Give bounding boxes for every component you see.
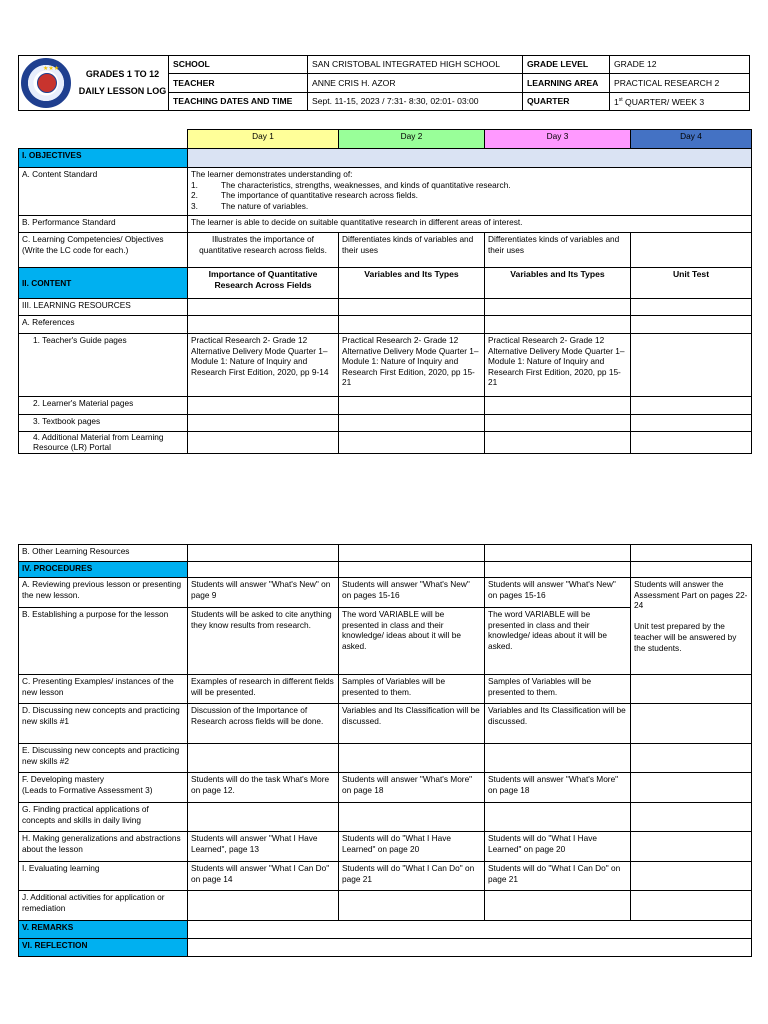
procedure-i-day2: Students will do "What I Can Do" on page 21 <box>339 862 485 891</box>
procedure-a-day3: Students will answer "What's New" on pages 15-16 <box>485 578 631 608</box>
procedure-g-day4 <box>631 803 752 832</box>
procedure-d-day3: Variables and Its Classification will be discussed. <box>485 704 631 744</box>
quarter-label: QUARTER <box>523 92 610 110</box>
procedure-label-e: E. Discussing new concepts and practicing new skills #2 <box>19 744 188 773</box>
procedure-j-day4 <box>631 891 752 921</box>
log-title-line1: GRADES 1 TO 12 <box>85 69 160 79</box>
lesson-log-table-page1 <box>18 129 752 454</box>
procedure-d-day1: Discussion of the Importance of Research across fields will be done. <box>188 704 339 744</box>
remarks-section: V. REMARKS <box>19 921 188 939</box>
procedure-label-b: B. Establishing a purpose for the lesson <box>19 608 188 675</box>
procedure-i-day4 <box>631 862 752 891</box>
procedure-b-day2: The word VARIABLE will be presented in class and their knowledge/ ideas about it will be asked. <box>339 608 485 675</box>
reflection-content <box>188 939 752 957</box>
performance-standard-text: The learner is able to decide on suitable quantitative research in different areas of interest. <box>188 216 752 233</box>
competencies-label: C. Learning Competencies/ Objectives (Write the LC code for each.) <box>19 233 188 268</box>
procedure-g-day1 <box>188 803 339 832</box>
content-standard-text: The learner demonstrates understanding of: 1. The characteristics, strengths, weaknesses, and kinds of quantitative research. 2. The importance of quantitative research across fields. 3. The nature of variables. <box>188 168 752 216</box>
objectives-section: I. OBJECTIVES <box>19 149 188 168</box>
day2-header: Day 2 <box>339 130 485 149</box>
log-title-line2: DAILY LESSON LOG <box>78 86 167 96</box>
dates-label: TEACHING DATES AND TIME <box>169 92 308 110</box>
competency-day3: Differentiates kinds of variables and their uses <box>485 233 631 268</box>
procedure-d-day4 <box>631 704 752 744</box>
procedure-d-day2: Variables and Its Classification will be discussed. <box>339 704 485 744</box>
teacher-label: TEACHER <box>169 74 308 92</box>
procedure-j-day3 <box>485 891 631 921</box>
procedure-label-d: D. Discussing new concepts and practicing new skills #1 <box>19 704 188 744</box>
other-resources-label: B. Other Learning Resources <box>19 545 188 562</box>
content-day2: Variables and Its Types <box>339 268 485 299</box>
objectives-section-fill <box>188 149 752 168</box>
procedure-label-j: J. Additional activities for application or remediation <box>19 891 188 921</box>
procedure-c-day3: Samples of Variables will be presented to them. <box>485 675 631 704</box>
learning-area-label: LEARNING AREA <box>523 74 610 92</box>
procedure-a-day2: Students will answer "What's New" on pages 15-16 <box>339 578 485 608</box>
content-day1: Importance of Quantitative Research Across Fields <box>188 268 339 299</box>
school-label: SCHOOL <box>169 56 308 74</box>
procedure-j-day2 <box>339 891 485 921</box>
day1-header: Day 1 <box>188 130 339 149</box>
procedure-c-day4 <box>631 675 752 704</box>
procedure-c-day2: Samples of Variables will be presented to them. <box>339 675 485 704</box>
procedure-f-day2: Students will answer "What's More" on page 18 <box>339 773 485 803</box>
school-value: SAN CRISTOBAL INTEGRATED HIGH SCHOOL <box>308 56 523 74</box>
procedure-i-day3: Students will do "What I Can Do" on page 21 <box>485 862 631 891</box>
procedure-e-day4 <box>631 744 752 773</box>
procedure-f-day1: Students will do the task What's More on page 12. <box>188 773 339 803</box>
procedure-label-f: F. Developing mastery (Leads to Formative Assessment 3) <box>19 773 188 803</box>
procedure-f-day4 <box>631 773 752 803</box>
procedure-b-day1: Students will be asked to cite anything they know results from research. <box>188 608 339 675</box>
procedure-c-day1: Examples of research in different fields will be presented. <box>188 675 339 704</box>
content-standard-label: A. Content Standard <box>19 168 188 216</box>
procedure-j-day1 <box>188 891 339 921</box>
procedure-a-day4: Students will answer the Assessment Part on pages 22-24 Unit test prepared by the teacher will be answered by the students. <box>631 578 752 675</box>
content-section: II. CONTENT <box>19 268 188 299</box>
content-day4: Unit Test <box>631 268 752 299</box>
procedure-g-day3 <box>485 803 631 832</box>
procedure-h-day2: Students will do "What I Have Learned" on page 20 <box>339 832 485 862</box>
textbook-pages-label: 3. Textbook pages <box>19 415 188 432</box>
teachers-guide-day3: Practical Research 2- Grade 12 Alternative Delivery Mode Quarter 1– Module 1: Nature of Inquiry and Research First Edition, 2020, pp 15-21 <box>485 334 631 397</box>
day4-header: Day 4 <box>631 130 752 149</box>
procedure-b-day3: The word VARIABLE will be presented in class and their knowledge/ ideas about it will be asked. <box>485 608 631 675</box>
procedure-label-h: H. Making generalizations and abstractions about the lesson <box>19 832 188 862</box>
procedure-h-day3: Students will do "What I Have Learned" on page 20 <box>485 832 631 862</box>
reflection-section: VI. REFLECTION <box>19 939 188 957</box>
header-table <box>18 55 750 111</box>
procedure-h-day1: Students will answer "What I Have Learned", page 13 <box>188 832 339 862</box>
procedure-label-c: C. Presenting Examples/ instances of the new lesson <box>19 675 188 704</box>
teachers-guide-label: 1. Teacher's Guide pages <box>19 334 188 397</box>
competency-day2: Differentiates kinds of variables and their uses <box>339 233 485 268</box>
learners-material-label: 2. Learner's Material pages <box>19 397 188 415</box>
procedure-e-day3 <box>485 744 631 773</box>
learning-resources-section: III. LEARNING RESOURCES <box>19 299 188 316</box>
teacher-value: ANNE CRIS H. AZOR <box>308 74 523 92</box>
teachers-guide-day1: Practical Research 2- Grade 12 Alternative Delivery Mode Quarter 1– Module 1: Nature of Inquiry and Research First Edition, 2020, pp 9-14 <box>188 334 339 397</box>
procedure-e-day1 <box>188 744 339 773</box>
additional-material-label: 4. Additional Material from Learning Resource (LR) Portal <box>19 432 188 454</box>
procedure-f-day3: Students will answer "What's More" on page 18 <box>485 773 631 803</box>
competency-day1: Illustrates the importance of quantitative research across fields. <box>188 233 339 268</box>
teachers-guide-day4 <box>631 334 752 397</box>
procedure-a-day1: Students will answer "What's New" on page 9 <box>188 578 339 608</box>
day3-header: Day 3 <box>485 130 631 149</box>
competency-day4 <box>631 233 752 268</box>
deped-seal-icon: ★★★ <box>21 58 71 108</box>
procedure-label-i: I. Evaluating learning <box>19 862 188 891</box>
lesson-log-table-page2 <box>18 544 752 957</box>
grade-level-label: GRADE LEVEL <box>523 56 610 74</box>
quarter-value: 1st QUARTER/ WEEK 3 <box>610 92 750 110</box>
procedure-e-day2 <box>339 744 485 773</box>
references-label: A. References <box>19 316 188 334</box>
procedure-label-a: A. Reviewing previous lesson or presenting the new lesson. <box>19 578 188 608</box>
teachers-guide-day2: Practical Research 2- Grade 12 Alternative Delivery Mode Quarter 1– Module 1: Nature of Inquiry and Research First Edition, 2020, pp 15-21 <box>339 334 485 397</box>
procedure-label-g: G. Finding practical applications of concepts and skills in daily living <box>19 803 188 832</box>
remarks-content <box>188 921 752 939</box>
performance-standard-label: B. Performance Standard <box>19 216 188 233</box>
content-day3: Variables and Its Types <box>485 268 631 299</box>
grade-level-value: GRADE 12 <box>610 56 750 74</box>
logo-title-cell <box>19 56 169 111</box>
procedure-g-day2 <box>339 803 485 832</box>
procedures-section: IV. PROCEDURES <box>19 562 188 578</box>
procedure-i-day1: Students will answer "What I Can Do" on page 14 <box>188 862 339 891</box>
dates-value: Sept. 11-15, 2023 / 7:31- 8:30, 02:01- 03:00 <box>308 92 523 110</box>
learning-area-value: PRACTICAL RESEARCH 2 <box>610 74 750 92</box>
procedure-h-day4 <box>631 832 752 862</box>
